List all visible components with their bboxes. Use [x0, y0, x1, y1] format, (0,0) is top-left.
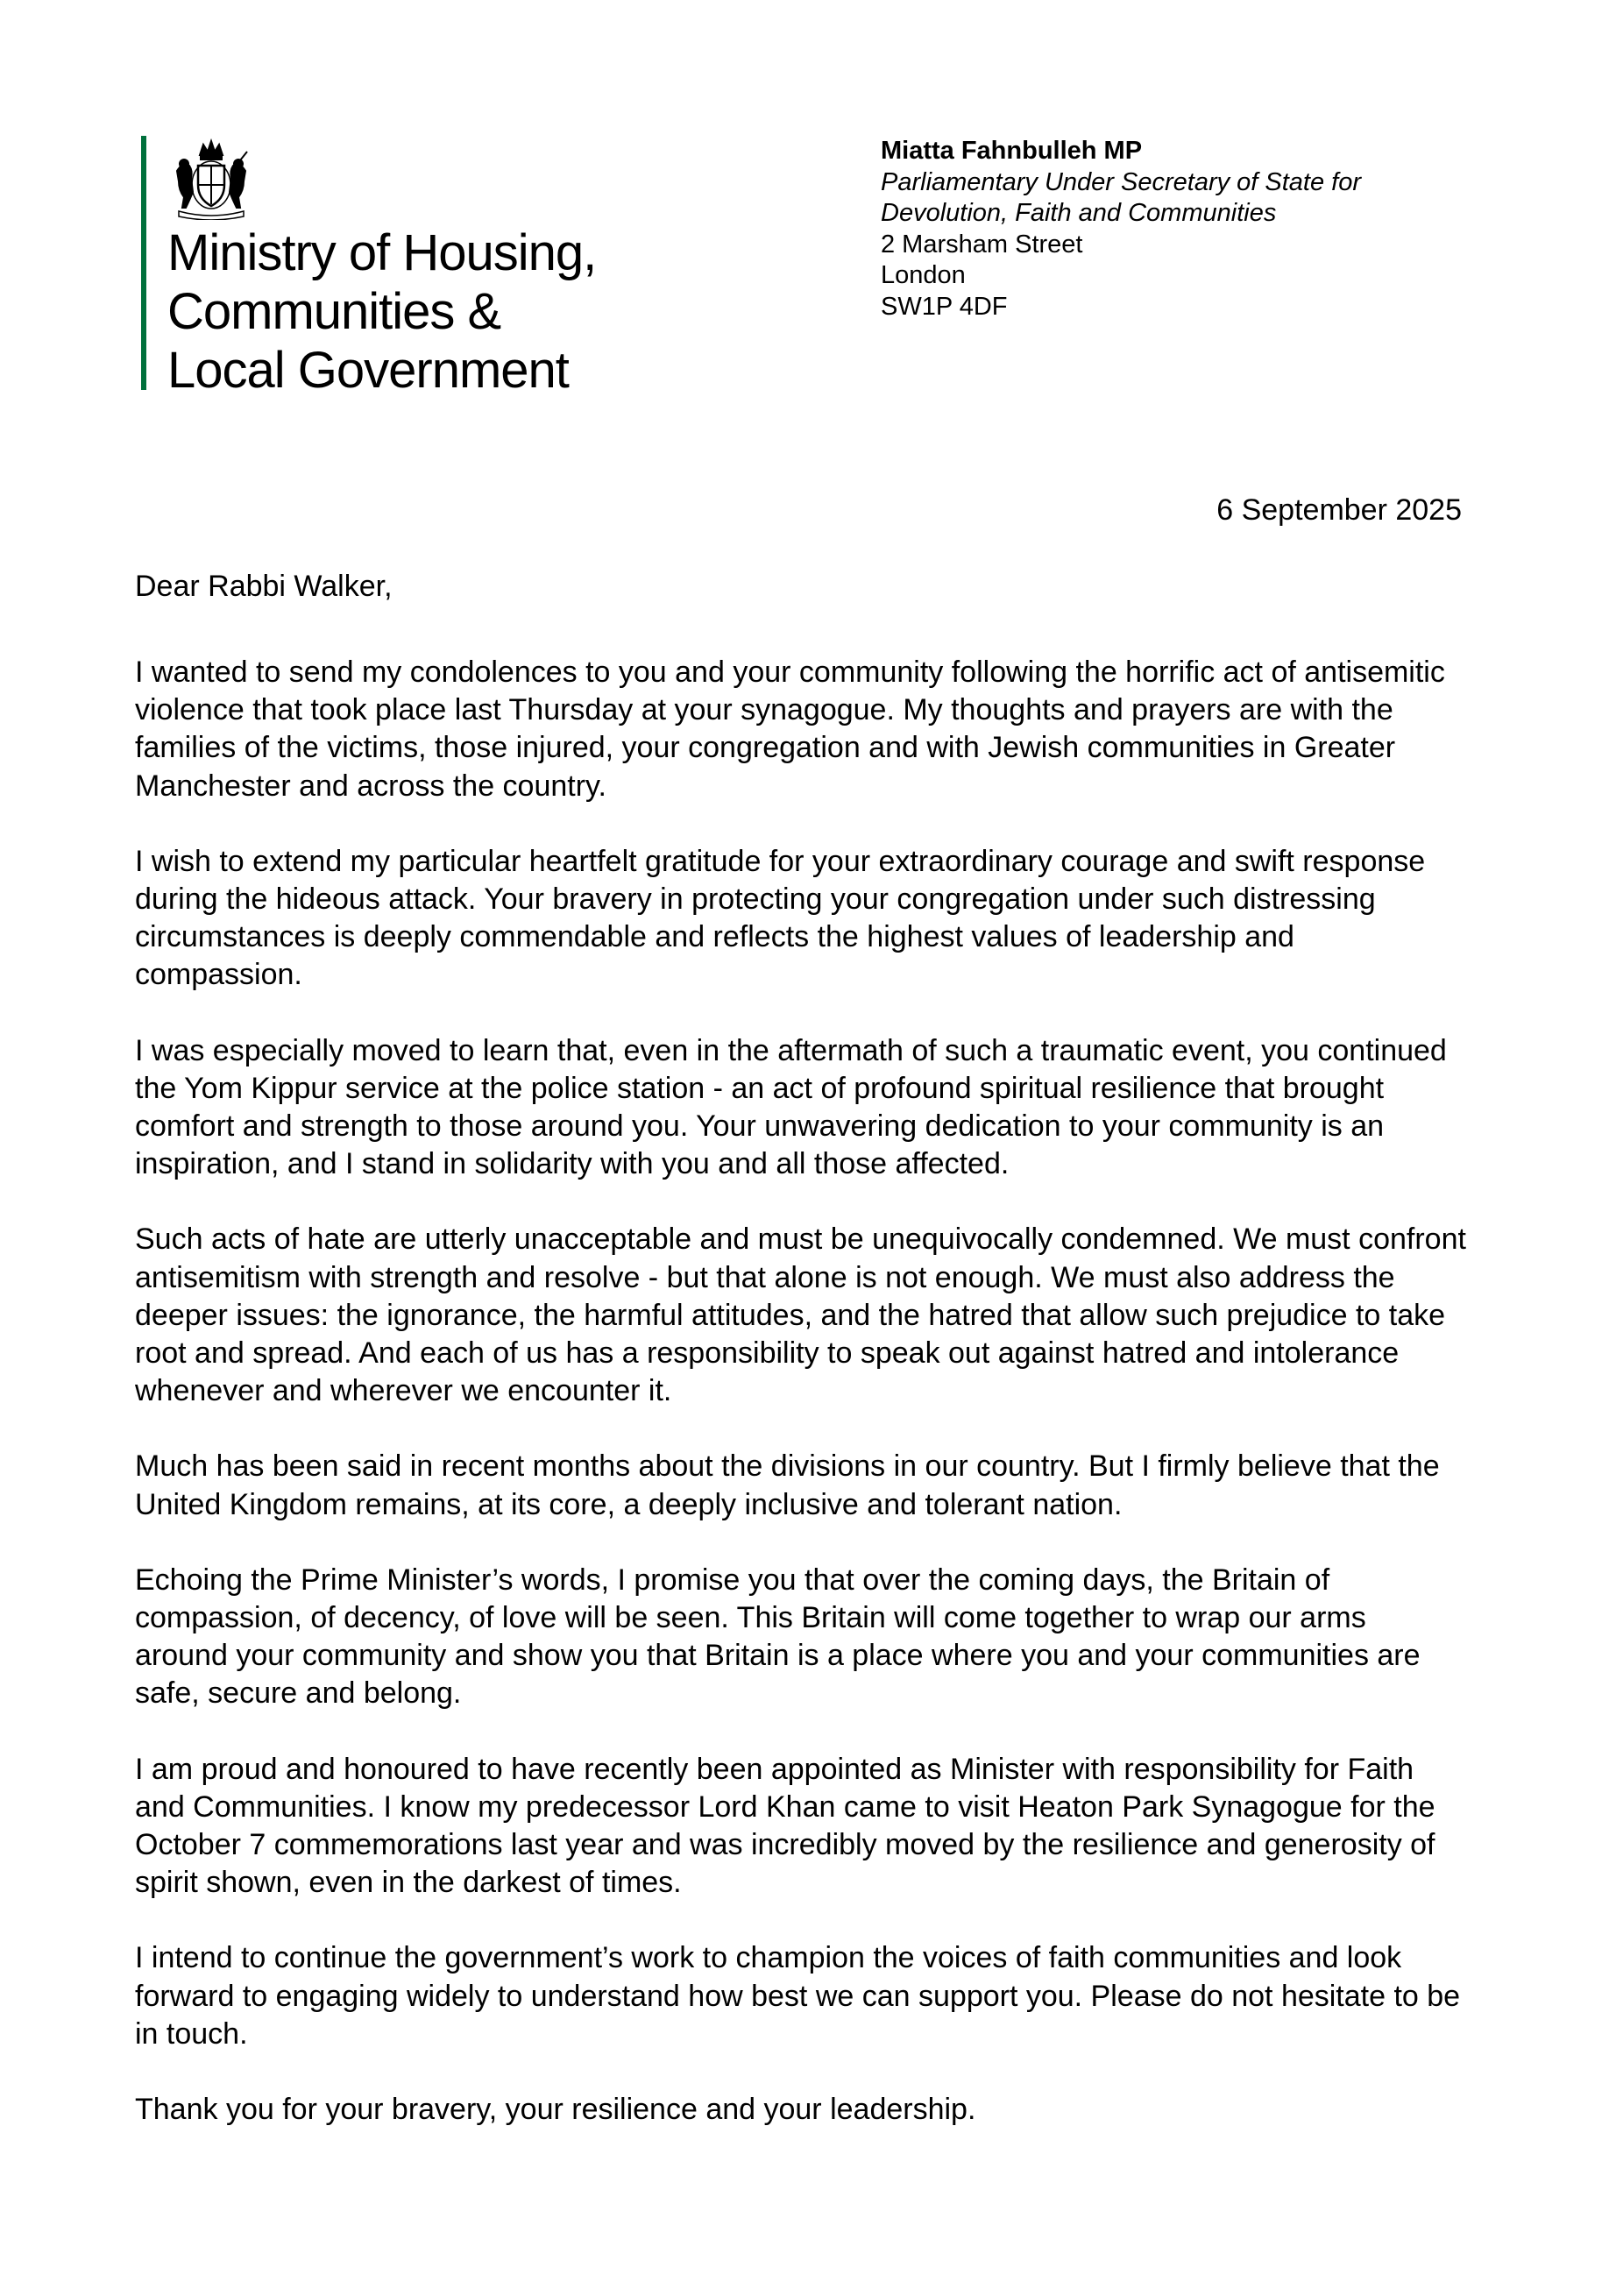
- salutation: Dear Rabbi Walker,: [135, 570, 393, 603]
- closing-paragraph: Thank you for your bravery, your resilience and your leadership.: [135, 2093, 976, 2127]
- letter-body: [135, 654, 1467, 2166]
- department-name-line: Communities &: [167, 283, 501, 340]
- body-paragraph: I am proud and honoured to have recently been appointed as Minister with responsibility for Faith and Communities. I know my predecessor Lord Khan came to visit Heaton Park Synagogue for the October 7 commemorations last year and was incredibly moved by the resilience and generosity of spirit shown, even in the darkest of times.: [135, 1752, 1435, 1900]
- sender-role-line: Devolution, Faith and Communities: [881, 199, 1277, 227]
- department-logo: [141, 136, 597, 399]
- body-paragraph: I wanted to send my condolences to you and your community following the horrific act of antisemitic violence that took place last Thursday at your synagogue. My thoughts and prayers are with the families of the victims, those injured, your congregation and with Jewish communities in Greater Manchester and across the country.: [135, 655, 1445, 803]
- sender-address-block: [881, 136, 1361, 322]
- body-paragraph: Much has been said in recent months about the divisions in our country. But I firmly believe that the United Kingdom remains, at its core, a deeply inclusive and tolerant nation.: [135, 1449, 1440, 1521]
- sender-role-line: Parliamentary Under Secretary of State for: [881, 167, 1362, 196]
- body-paragraph: I wish to extend my particular heartfelt gratitude for your extraordinary courage and swift response during the hideous attack. Your bravery in protecting your congregation under such distressing circumstances is deeply commendable and reflects the highest values of leadership and compassion.: [135, 844, 1426, 992]
- sender-address-line: 2 Marsham Street: [881, 230, 1083, 259]
- department-name-line: Local Government: [167, 342, 569, 399]
- sender-address-line: SW1P 4DF: [881, 292, 1008, 321]
- sender-name: Miatta Fahnbulleh MP: [881, 137, 1143, 165]
- body-paragraph: Such acts of hate are utterly unacceptable and must be unequivocally condemned. We must confront antisemitism with strength and resolve - but that alone is not enough. We must also address the deeper issues: the ignorance, the harmful attitudes, and the hatred that allow such prejudice to take root and spread. And each of us has a responsibility to speak out against hatred and intolerance whenever and wherever we encounter it.: [135, 1222, 1466, 1408]
- letter-date: 6 September 2025: [1216, 493, 1462, 527]
- sender-address-line: London: [881, 261, 966, 289]
- department-name-line: Ministry of Housing,: [167, 224, 597, 281]
- royal-coat-of-arms-icon: [170, 136, 252, 220]
- department-name: [167, 223, 693, 400]
- body-paragraph: I was especially moved to learn that, even in the aftermath of such a traumatic event, you continued the Yom Kippur service at the police station - an act of profound spiritual resilience that brought comfort and strength to those around you. Your unwavering dedication to your community is an inspiration, and I stand in solidarity with you and all those affected.: [135, 1033, 1447, 1181]
- body-paragraph: I intend to continue the government’s work to champion the voices of faith communities and look forward to engaging widely to understand how best we can support you. Please do not hesitate to be in touch.: [135, 1941, 1461, 2051]
- body-paragraph: Echoing the Prime Minister’s words, I promise you that over the coming days, the Britain of compassion, of decency, of love will be seen. This Britain will come together to wrap our arms around your community and show you that Britain is a place where you and your communities are safe, secure and belong.: [135, 1563, 1421, 1711]
